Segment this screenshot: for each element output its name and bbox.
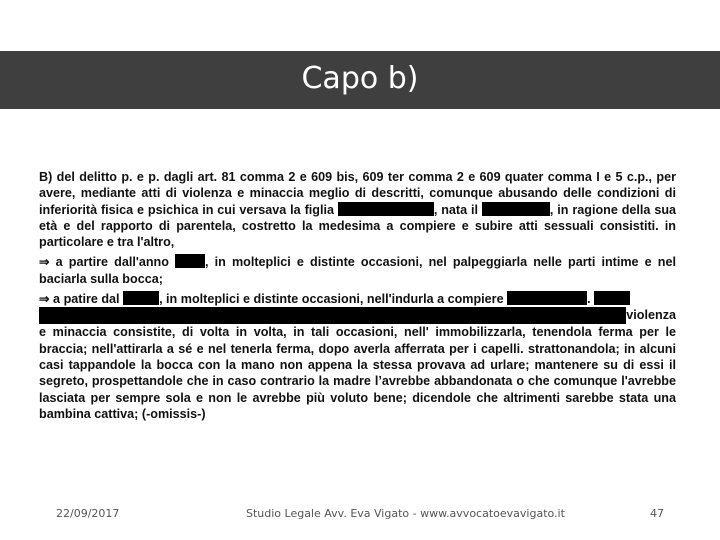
- redaction-block: [175, 254, 205, 268]
- paragraph-charge: [39, 169, 676, 250]
- text-segment: , in molteplici e distinte occasioni, nell'indurla a compiere: [159, 292, 504, 307]
- paragraph-bullet-1: [39, 254, 676, 287]
- arrow-icon: ⇒: [39, 292, 50, 307]
- text-segment: , in ragione della sua età e del rapporto di parentela, costretto la medesima a compiere e subire atti sessuali consistiti. in particolare e tra l'altro,: [39, 202, 677, 250]
- redaction-block: [482, 202, 550, 216]
- page-number: 47: [650, 507, 664, 520]
- slide-title: Capo b): [301, 61, 419, 96]
- text-segment: e minaccia consistite, di volta in volta, in tali occasioni, nell' immobilizzarla, tenendola ferma per le braccia; nell'attirarla a sé e nel tenerla ferma, dopo averla afferrata per i capelli. strattonandola; in alcuni casi tappandole la bocca con la mano non appena la stessa provava ad urlare; mantenere su di essi il segreto, prospettandole che in caso contrario la madre l’avrebbe abbandonata o che comunque l'avrebbe lasciata per sempre sola e non le avrebbe più voluto bene; dicendole che altrimenti sarebbe stata una bambina cattiva; (-omissis-): [39, 325, 676, 421]
- footer-date: 22/09/2017: [56, 507, 120, 520]
- paragraph-bullet-2: [39, 291, 676, 422]
- redaction-row: [39, 307, 676, 324]
- document-excerpt: [39, 169, 676, 422]
- footer-center-text: Studio Legale Avv. Eva Vigato - www.avvocatoevavigato.it: [246, 507, 565, 520]
- redaction-block: [39, 307, 626, 324]
- text-segment: , nata il: [433, 202, 479, 217]
- redaction-block: [594, 291, 630, 305]
- text-segment: a patire dal: [49, 292, 120, 307]
- redaction-block: [507, 291, 587, 305]
- bullet-2-line: [39, 291, 676, 307]
- redaction-block: [338, 202, 434, 216]
- redaction-block: [123, 291, 159, 305]
- text-segment: , in molteplici e distinte occasioni, nel palpeggiarla nelle parti intime e nel baciarla sulla bocca;: [39, 255, 676, 286]
- text-segment: violenza: [626, 308, 676, 323]
- text-segment: .: [587, 292, 591, 307]
- arrow-icon: ⇒: [39, 255, 50, 270]
- text-segment: B) del delitto p. e p. dagli art. 81 comma 2 e 609 bis, 609 ter comma 2 e 609 quater comma I e 5 c.p., per avere, mediante atti di violenza e minaccia meglio di descritti, comunque abusando delle condizioni di inferiorità fisica e psichica in cui versava la figlia: [39, 170, 676, 217]
- bullet-2-continuation: [39, 324, 676, 422]
- text-segment: a partire dall'anno: [49, 255, 169, 270]
